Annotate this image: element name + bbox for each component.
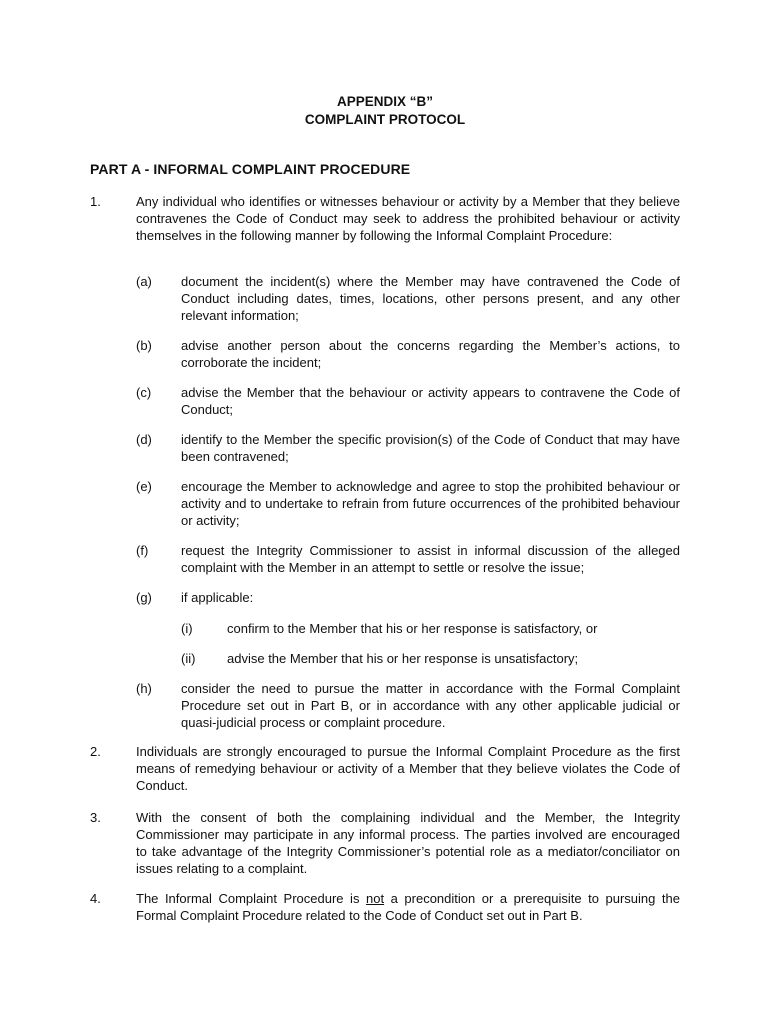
roman-item-label: (ii) xyxy=(181,651,196,666)
sub-item-text: advise the Member that the behaviour or activity appears to contravene the Code of Conduct; xyxy=(181,385,680,417)
sub-item-text: encourage the Member to acknowledge and agree to stop the prohibited behaviour or activity and to undertake to refrain from future occurrences of the prohibited behaviour or activity; xyxy=(181,479,680,528)
sub-item-label: (h) xyxy=(136,681,152,696)
sub-item-text: consider the need to pursue the matter in accordance with the Formal Complaint Procedure set out in Part B, or in accordance with any other applicable judicial or quasi-judicial process or complaint procedure. xyxy=(181,681,680,730)
item-number: 2. xyxy=(90,744,101,759)
underlined-emphasis: not xyxy=(366,891,385,906)
roman-item-text: confirm to the Member that his or her response is satisfactory, or xyxy=(227,621,598,636)
item-number: 3. xyxy=(90,810,101,825)
sub-item-text: document the incident(s) where the Member may have contravened the Code of Conduct including dates, times, locations, other persons present, and any other relevant information; xyxy=(181,274,680,323)
sub-item-label: (e) xyxy=(136,479,152,494)
part-a-heading: PART A - INFORMAL COMPLAINT PROCEDURE xyxy=(90,161,411,177)
item-number: 1. xyxy=(90,194,101,209)
sub-item-text: if applicable: xyxy=(181,590,254,605)
sub-item-label: (a) xyxy=(136,274,152,289)
sub-item-label: (c) xyxy=(136,385,152,400)
item-text xyxy=(136,890,680,924)
sub-item-label: (d) xyxy=(136,432,152,447)
sub-item-text: identify to the Member the specific provision(s) of the Code of Conduct that may have been contravened; xyxy=(181,432,680,464)
item-text: Any individual who identifies or witnesses behaviour or activity by a Member that they believe contravenes the Code of Conduct may seek to address the prohibited behaviour or activity themselves in the following manner by following the Informal Complaint Procedure: xyxy=(136,194,680,243)
protocol-title: COMPLAINT PROTOCOL xyxy=(304,112,466,127)
sub-item-label: (g) xyxy=(136,590,152,605)
item-text-part: The Informal Complaint Procedure is xyxy=(136,891,366,906)
sub-item-text: advise another person about the concerns regarding the Member’s actions, to corroborate the incident; xyxy=(181,338,680,370)
item-number: 4. xyxy=(90,891,101,906)
sub-item-label: (b) xyxy=(136,338,152,353)
roman-item-label: (i) xyxy=(181,621,193,636)
item-text: With the consent of both the complaining individual and the Member, the Integrity Commissioner may participate in any informal process. The parties involved are encouraged to take advantage of the Integrity Commissioner’s potential role as a mediator/conciliator on issues relating to a complaint. xyxy=(136,810,680,876)
sub-item-text: request the Integrity Commissioner to assist in informal discussion of the alleged complaint with the Member in an attempt to settle or resolve the issue; xyxy=(181,543,680,575)
roman-item-text: advise the Member that his or her response is unsatisfactory; xyxy=(227,651,579,666)
item-text-part: a precondition or a prerequisite to pursuing the Formal Complaint Procedure related to the Code of Conduct set out in Part B. xyxy=(136,891,681,923)
appendix-title: APPENDIX “B” xyxy=(336,94,434,109)
sub-item-label: (f) xyxy=(136,543,149,558)
item-text: Individuals are strongly encouraged to pursue the Informal Complaint Procedure as the first means of remedying behaviour or activity of a Member that they believe violates the Code of Conduct. xyxy=(136,744,680,793)
